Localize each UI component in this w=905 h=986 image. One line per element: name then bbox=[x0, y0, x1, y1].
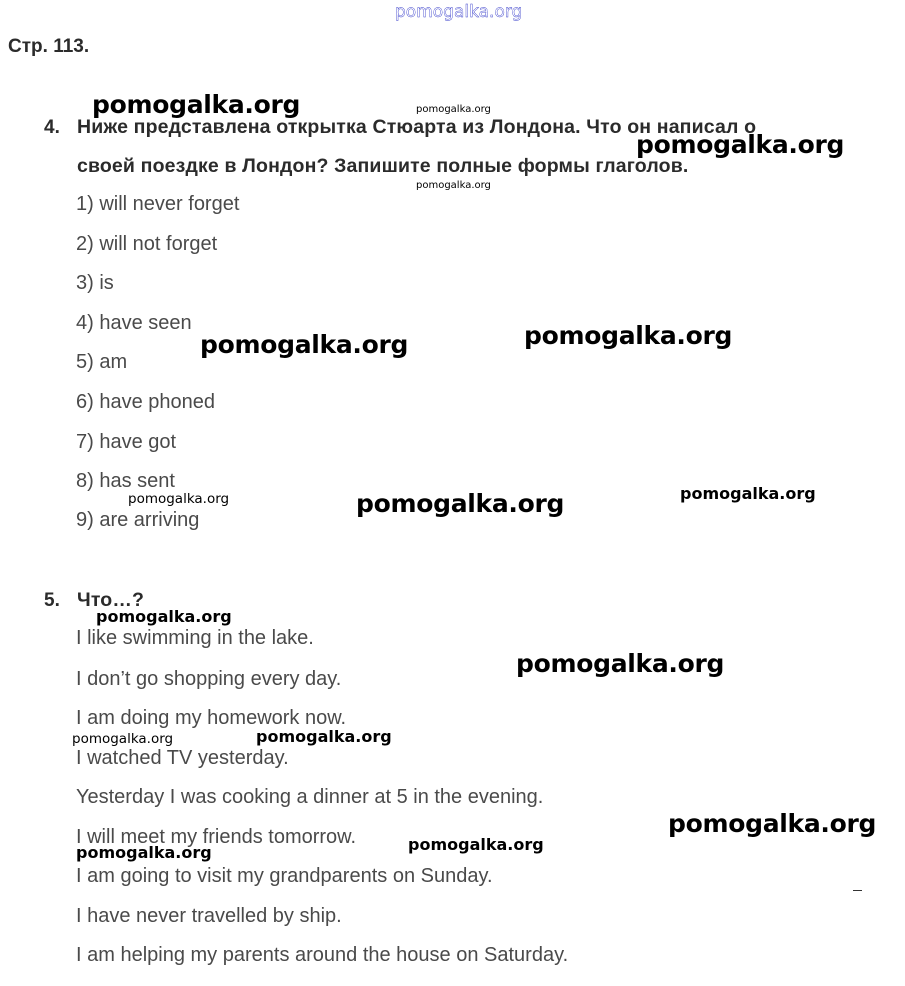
task-4-answer: 7) have got bbox=[76, 431, 177, 453]
task-4-instruction-line-2: своей поездке в Лондон? Запишите полные формы глаголов. bbox=[77, 155, 689, 177]
task-5-sentence: I will meet my friends tomorrow. bbox=[76, 826, 357, 848]
watermark: pomogalka.org bbox=[680, 484, 816, 503]
task-4-answer: 2) will not forget bbox=[76, 233, 218, 255]
task-5-number: 5. bbox=[44, 590, 60, 611]
task-5-title: Что…? bbox=[77, 589, 145, 611]
task-5-sentence: I watched TV yesterday. bbox=[76, 747, 289, 769]
site-link[interactable]: pomogalka.org bbox=[395, 2, 523, 22]
task-4-answer: 1) will never forget bbox=[76, 193, 240, 215]
task-4-instruction-line-1: Ниже представлена открытка Стюарта из Лондона. Что он написал о bbox=[77, 116, 757, 138]
watermark: pomogalka.org bbox=[200, 330, 409, 359]
task-5-sentence: I like swimming in the lake. bbox=[76, 627, 314, 649]
task-5-sentence: I am doing my homework now. bbox=[76, 707, 347, 729]
task-5-sentence: I am going to visit my grandparents on Sunday. bbox=[76, 865, 493, 887]
stray-mark bbox=[853, 890, 862, 891]
watermark: pomogalka.org bbox=[76, 843, 212, 862]
watermark: pomogalka.org bbox=[356, 489, 565, 518]
task-5-sentence: I am helping my parents around the house on Saturday. bbox=[76, 944, 569, 966]
task-5-sentence: Yesterday I was cooking a dinner at 5 in the evening. bbox=[76, 786, 544, 808]
watermark: pomogalka.org bbox=[524, 321, 733, 350]
watermark: pomogalka.org bbox=[92, 90, 301, 119]
task-4-answer: 4) have seen bbox=[76, 312, 192, 334]
watermark: pomogalka.org bbox=[72, 731, 174, 747]
task-4-answer: 3) is bbox=[76, 272, 114, 294]
watermark: pomogalka.org bbox=[256, 727, 392, 746]
task-4-answer: 6) have phoned bbox=[76, 391, 216, 413]
watermark: pomogalka.org bbox=[408, 835, 544, 854]
task-5-sentence: I don’t go shopping every day. bbox=[76, 668, 342, 690]
watermark: pomogalka.org bbox=[516, 649, 725, 678]
watermark: pomogalka.org bbox=[668, 809, 877, 838]
watermark: pomogalka.org bbox=[96, 607, 232, 626]
task-4-answer: 9) are arriving bbox=[76, 509, 200, 531]
watermark: pomogalka.org bbox=[636, 130, 845, 159]
task-4-number: 4. bbox=[44, 117, 60, 138]
task-4-answer: 8) has sent bbox=[76, 470, 175, 492]
watermark: pomogalka.org bbox=[416, 180, 491, 191]
task-5-sentence: I have never travelled by ship. bbox=[76, 905, 342, 927]
watermark: pomogalka.org bbox=[128, 491, 230, 507]
watermark: pomogalka.org bbox=[416, 104, 491, 115]
page-reference: Стр. 113. bbox=[8, 36, 90, 57]
task-4-answer: 5) am bbox=[76, 351, 128, 373]
